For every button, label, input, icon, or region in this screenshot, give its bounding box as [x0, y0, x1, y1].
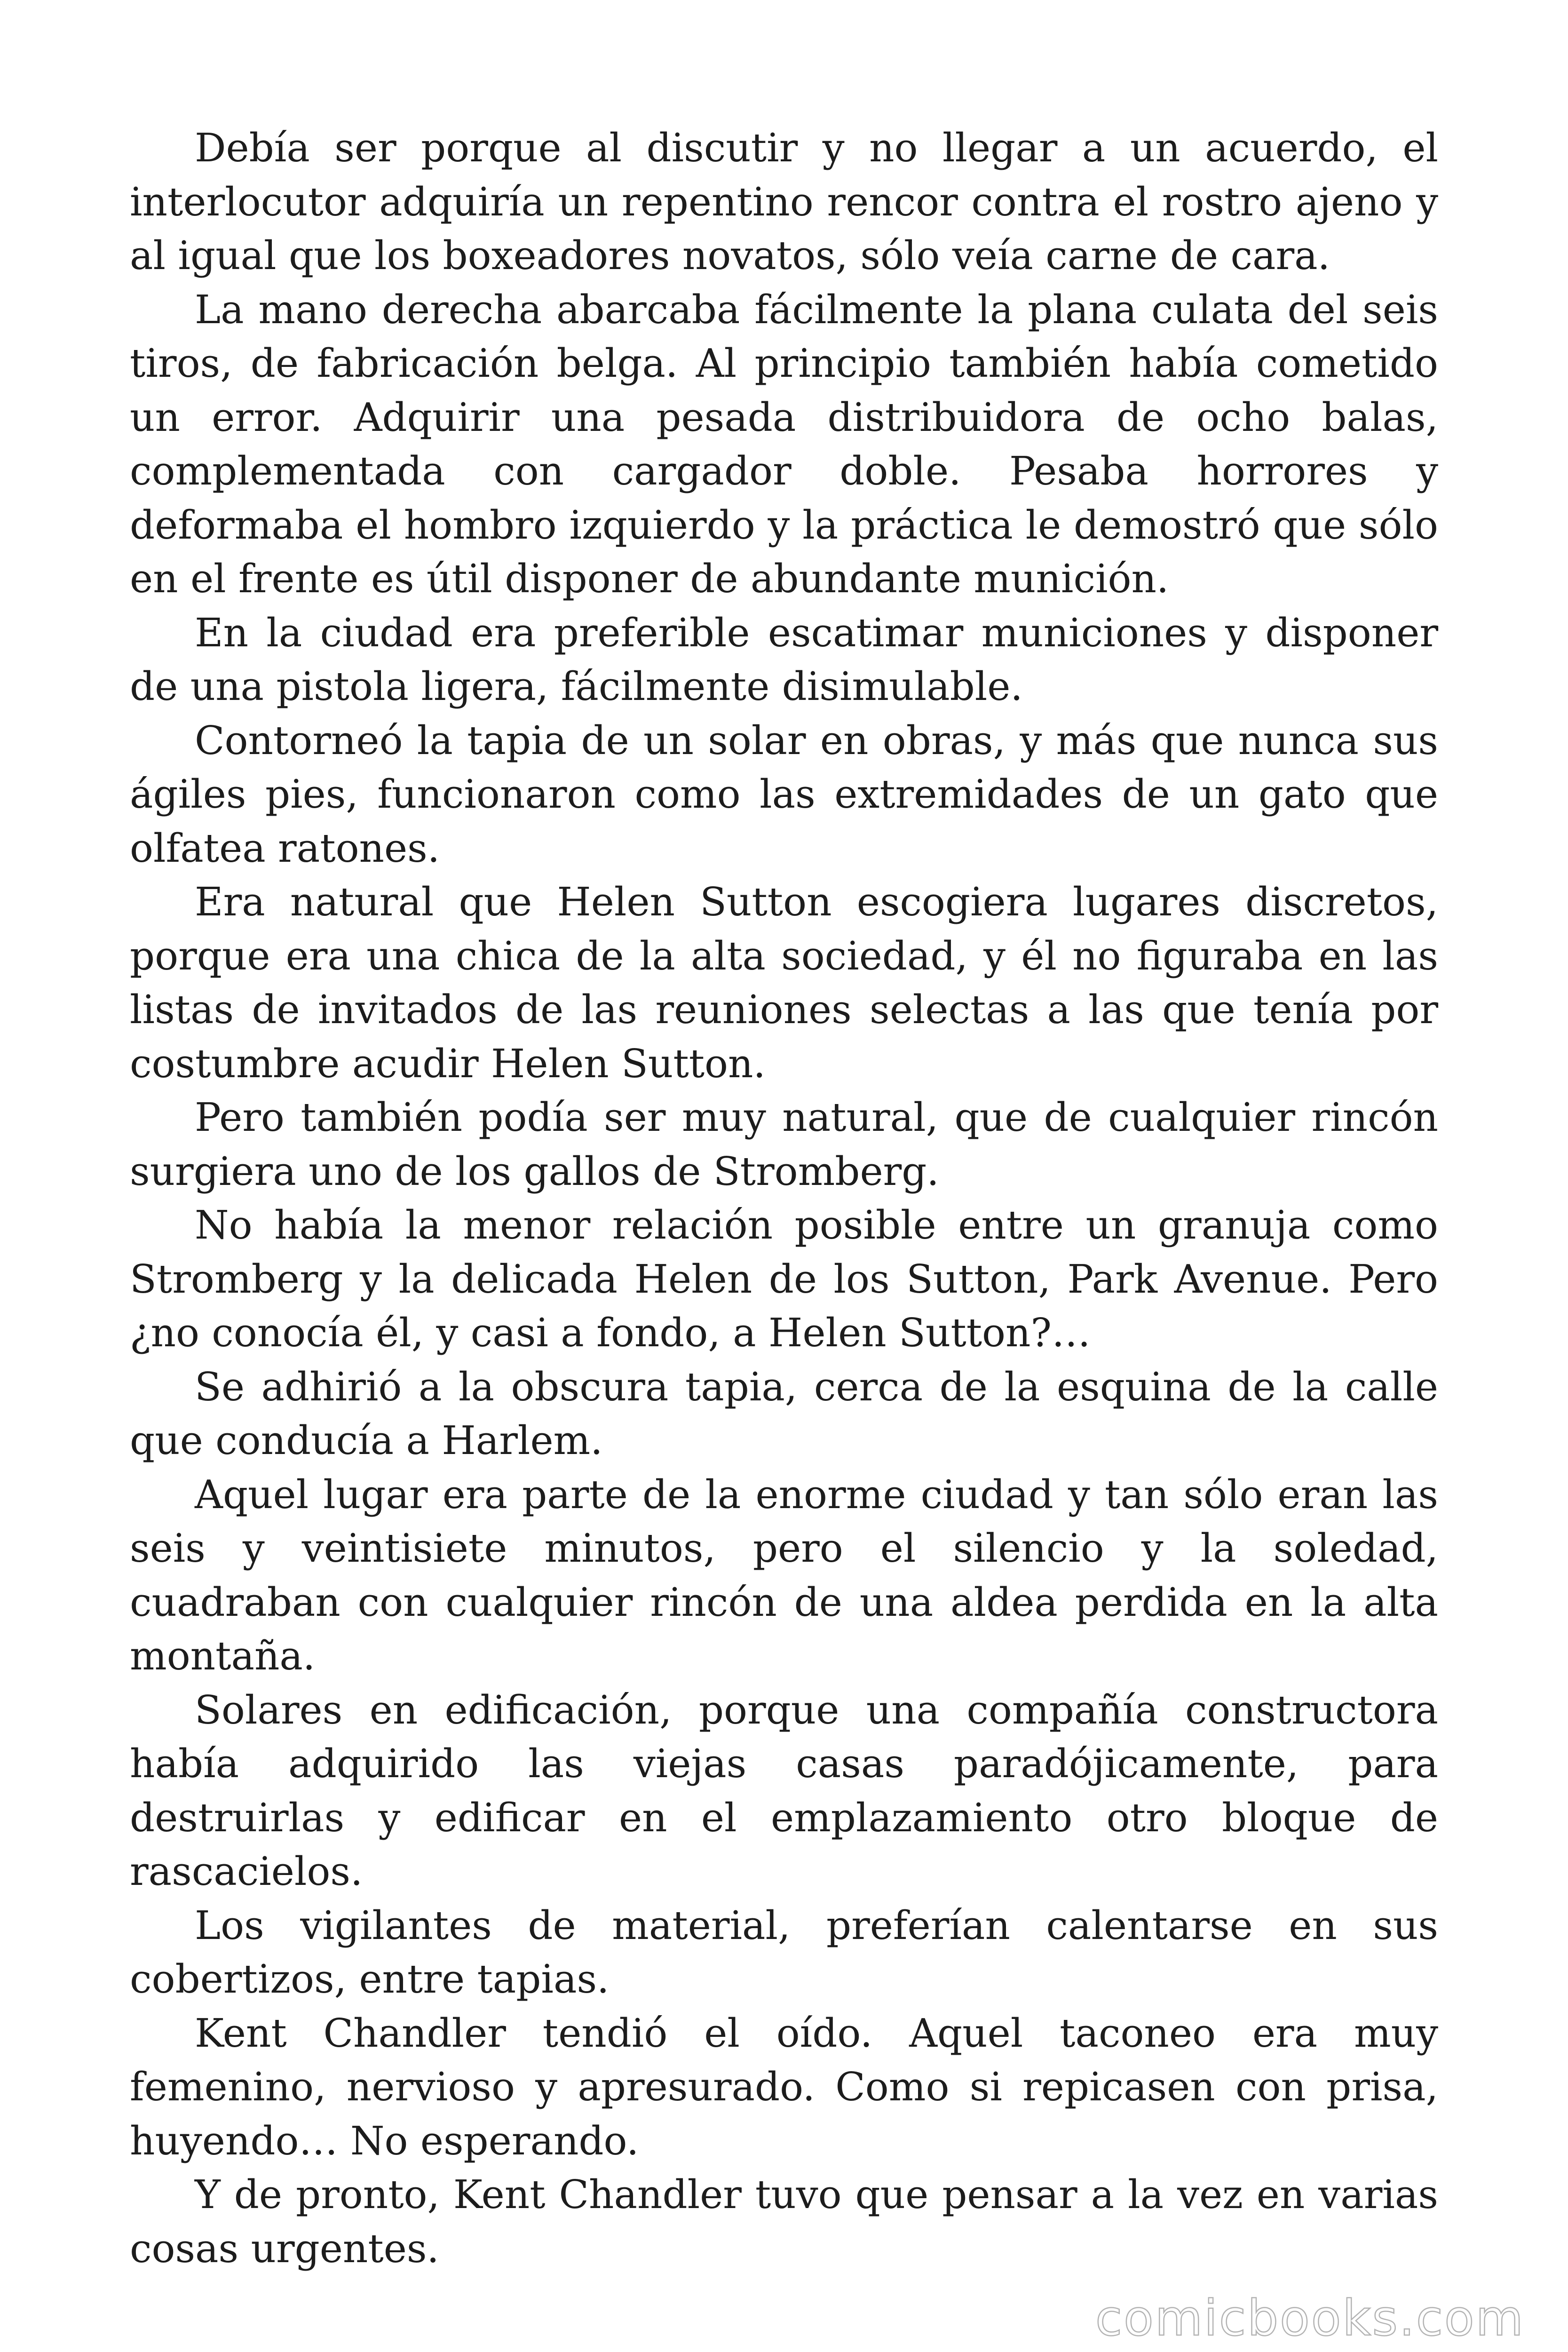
page-body [130, 121, 1438, 2276]
paragraph: Pero también podía ser muy natural, que de cualquier rincón surgiera uno de los gallos de Stromberg. [130, 1095, 1438, 1194]
paragraph: Debía ser porque al discutir y no llegar a un acuerdo, el interlocutor adquiría un repentino rencor contra el rostro ajeno y al igual que los boxeadores novatos, sólo veía carne de cara. [130, 125, 1438, 278]
paragraph: Los vigilantes de material, preferían calentarse en sus cobertizos, entre tapias. [130, 1902, 1438, 2002]
paragraph: Se adhirió a la obscura tapia, cerca de la esquina de la calle que conducía a Harlem. [130, 1364, 1438, 1463]
paragraph: No había la menor relación posible entre un granuja como Stromberg y la delicada Helen de los Sutton, Park Avenue. Pero ¿no conocía él, y casi a fondo, a Helen Sutton?… [130, 1202, 1438, 1356]
paragraph: La mano derecha abarcaba fácilmente la plana culata del seis tiros, de fabricación belga. Al principio también había cometido un error. Adquirir una pesada distribuidora de ocho balas, complementada con cargador doble. Pesaba horrores y deformaba el hombro izquierdo y la práctica le demostró que sólo en el frente es útil disponer de abundante munición. [130, 286, 1438, 602]
paragraph: Solares en edificación, porque una compañía constructora había adquirido las viejas casas paradójicamente, para destruirlas y edificar en el emplazamiento otro bloque de rascacielos. [130, 1687, 1438, 1894]
paragraph: Y de pronto, Kent Chandler tuvo que pensar a la vez en varias cosas urgentes. [130, 2172, 1438, 2272]
watermark: comicbooks.com [1095, 2289, 1525, 2347]
paragraph: En la ciudad era preferible escatimar municiones y disponer de una pistola ligera, fácilmente disimulable. [130, 610, 1438, 709]
paragraph: Kent Chandler tendió el oído. Aquel taconeo era muy femenino, nervioso y apresurado. Como si repicasen con prisa, huyendo… No esperando. [130, 2010, 1438, 2164]
paragraph: Contorneó la tapia de un solar en obras, y más que nunca sus ágiles pies, funcionaron como las extremidades de un gato que olfatea ratones. [130, 717, 1438, 871]
paragraph: Era natural que Helen Sutton escogiera lugares discretos, porque era una chica de la alta sociedad, y él no figuraba en las listas de invitados de las reuniones selectas a las que tenía por costumbre acudir Helen Sutton. [130, 879, 1438, 1087]
paragraph: Aquel lugar era parte de la enorme ciudad y tan sólo eran las seis y veintisiete minutos, pero el silencio y la soledad, cuadraban con cualquier rincón de una aldea perdida en la alta montaña. [130, 1471, 1438, 1679]
